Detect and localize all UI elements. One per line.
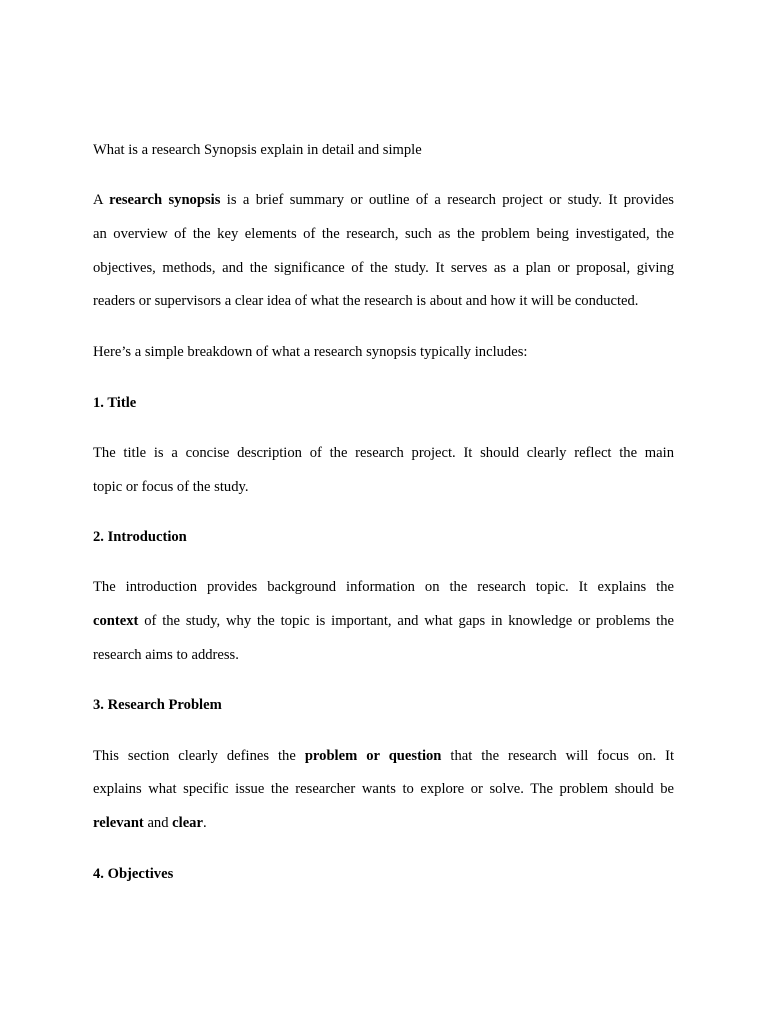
title-section-line-2 (93, 479, 674, 496)
document-title (93, 142, 674, 159)
intro-text: A (93, 192, 110, 208)
intro-line-1 (93, 192, 674, 209)
paragraph-text: research aims to address. (93, 647, 239, 663)
problem-section-line-2 (93, 781, 674, 798)
section-heading-introduction (93, 529, 674, 546)
title-section-line-1 (93, 445, 674, 462)
intro-line-4 (93, 293, 674, 310)
bold-term: problem or question (304, 748, 442, 764)
problem-section-line-3 (93, 815, 674, 832)
title-text: What is a research Synopsis explain in detail and simple (93, 142, 422, 158)
introduction-section-line-3 (93, 647, 674, 664)
intro-text: objectives, methods, and the significance of the study. It serves as a plan or proposal, giving (93, 260, 674, 276)
section-heading-research-problem (93, 697, 674, 714)
introduction-section-line-1 (93, 579, 674, 596)
intro-text: readers or supervisors a clear idea of what the research is about and how it will be conducted. (93, 293, 639, 309)
intro-bold-term: research synopsis (109, 192, 221, 208)
intro-line-3 (93, 260, 674, 277)
paragraph-text: The introduction provides background information on the research topic. It explains the (93, 579, 674, 595)
introduction-section-line-2 (93, 613, 674, 630)
intro-line-2 (93, 226, 674, 243)
heading-text: 1. Title (93, 395, 137, 411)
section-heading-objectives (93, 866, 674, 883)
bold-term: clear (172, 815, 203, 831)
problem-section-line-1 (93, 748, 674, 765)
paragraph-text: topic or focus of the study. (93, 479, 249, 495)
breakdown-line (93, 344, 674, 361)
bold-term: context (93, 613, 139, 629)
heading-text: 2. Introduction (93, 529, 187, 545)
paragraph-text: and (143, 815, 173, 831)
paragraph-text: that the research will focus on. It (441, 748, 674, 764)
paragraph-text: . (202, 815, 207, 831)
paragraph-text: The title is a concise description of the research project. It should clearly reflect the main (93, 445, 674, 461)
bold-term: relevant (93, 815, 144, 831)
breakdown-text: Here’s a simple breakdown of what a research synopsis typically includes: (93, 344, 528, 360)
paragraph-text: explains what specific issue the researcher wants to explore or solve. The problem should be (93, 781, 674, 797)
heading-text: 3. Research Problem (93, 697, 222, 713)
intro-text: an overview of the key elements of the research, such as the problem being investigated, the (93, 226, 674, 242)
paragraph-text: of the study, why the topic is important, and what gaps in knowledge or problems the (138, 613, 674, 629)
heading-text: 4. Objectives (93, 866, 174, 882)
intro-text: is a brief summary or outline of a research project or study. It provides (220, 192, 674, 208)
paragraph-text: This section clearly defines the (93, 748, 305, 764)
section-heading-title (93, 395, 674, 412)
